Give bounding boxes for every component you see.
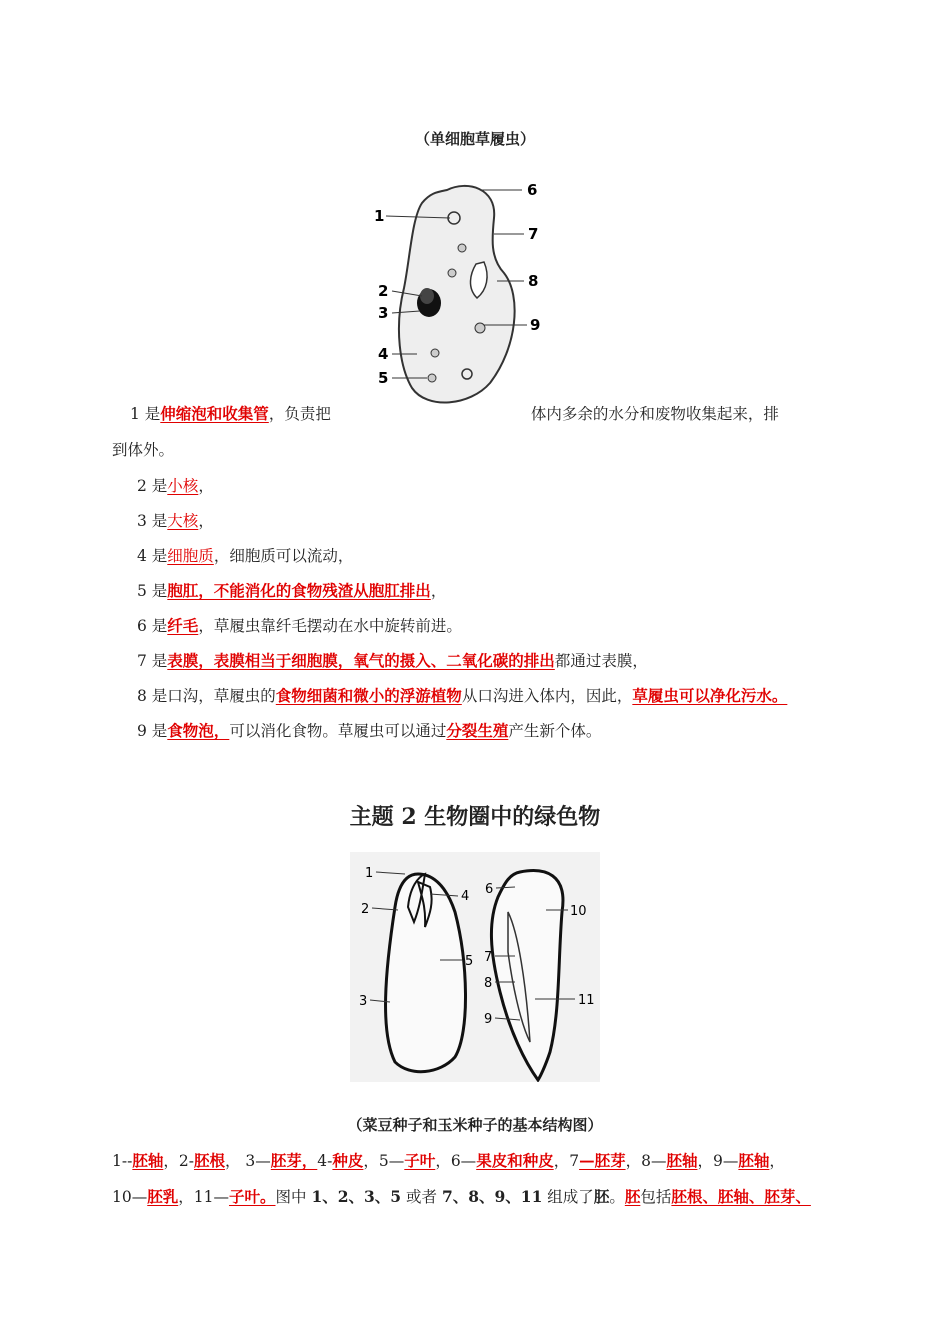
paragraph-4: 4 是细胞质，细胞质可以流动，: [137, 547, 354, 565]
figure-label: 3: [378, 304, 389, 322]
paragraph-6: 6 是纤毛，草履虫靠纤毛摆动在水中旋转前进。: [137, 616, 462, 635]
paragraph-5: 5 是胞肛，不能消化的食物残渣从胞肛排出，: [137, 581, 447, 600]
figure-label: 5: [465, 954, 474, 969]
paragraph-7: 7 是表膜，表膜相当于细胞膜，氧气的摄入、二氧化碳的排出都通过表膜，: [137, 651, 648, 670]
seed-paragraph-2: 10—胚乳，11—子叶。图中 1、2、3、5 或者 7、8、9、11 组成了胚。胚包括胚根、胚轴、胚芽、: [112, 1187, 811, 1206]
figure-label: 11: [578, 993, 595, 1008]
figure-label: 9: [484, 1012, 493, 1027]
figure-label: 10: [570, 904, 587, 919]
figure-label: 1: [374, 207, 385, 225]
seed-figure: [350, 852, 600, 1082]
paragraph-3: 3 是大核，: [137, 512, 214, 530]
figure-label: 9: [530, 316, 541, 334]
figure-label: 8: [484, 976, 493, 991]
figure-label: 1: [365, 866, 374, 881]
figure-label: 6: [527, 181, 538, 199]
paragraph-1-cont: 到体外。: [112, 441, 175, 459]
paragraph-8: 8 是口沟，草履虫的食物细菌和微小的浮游植物从口沟进入体内，因此，草履虫可以净化污水。: [137, 686, 788, 705]
paramecium-caption: （单细胞草履虫）: [414, 130, 535, 148]
section-heading: 主题 2 生物圈中的绿色物: [349, 804, 601, 830]
figure-label: 2: [378, 282, 389, 300]
paragraph-9: 9 是食物泡，可以消化食物。草履虫可以通过分裂生殖产生新个体。: [137, 721, 602, 740]
figure-label: 8: [528, 272, 539, 290]
figure-label: 2: [361, 902, 370, 917]
figure-label: 4: [378, 345, 389, 363]
paramecium-figure: [372, 178, 552, 410]
figure-label: 7: [484, 950, 493, 965]
seed-paragraph-1: 1--胚轴，2-胚根， 3—胚芽，4-种皮，5—子叶，6—果皮和种皮，7—胚芽，8—胚轴，9—胚轴，: [112, 1151, 785, 1170]
paragraph-2: 2 是小核，: [137, 477, 214, 495]
figure-label: 3: [359, 994, 368, 1009]
figure-label: 6: [485, 882, 494, 897]
figure-label: 7: [528, 225, 539, 243]
figure-label: 4: [461, 889, 470, 904]
figure-label: 5: [378, 369, 389, 387]
seed-caption: （菜豆种子和玉米种子的基本结构图）: [347, 1116, 603, 1134]
paragraph-1: 1 是伸缩泡和收集管，负责把 体内多余的水分和废物收集起来，排: [130, 404, 779, 423]
